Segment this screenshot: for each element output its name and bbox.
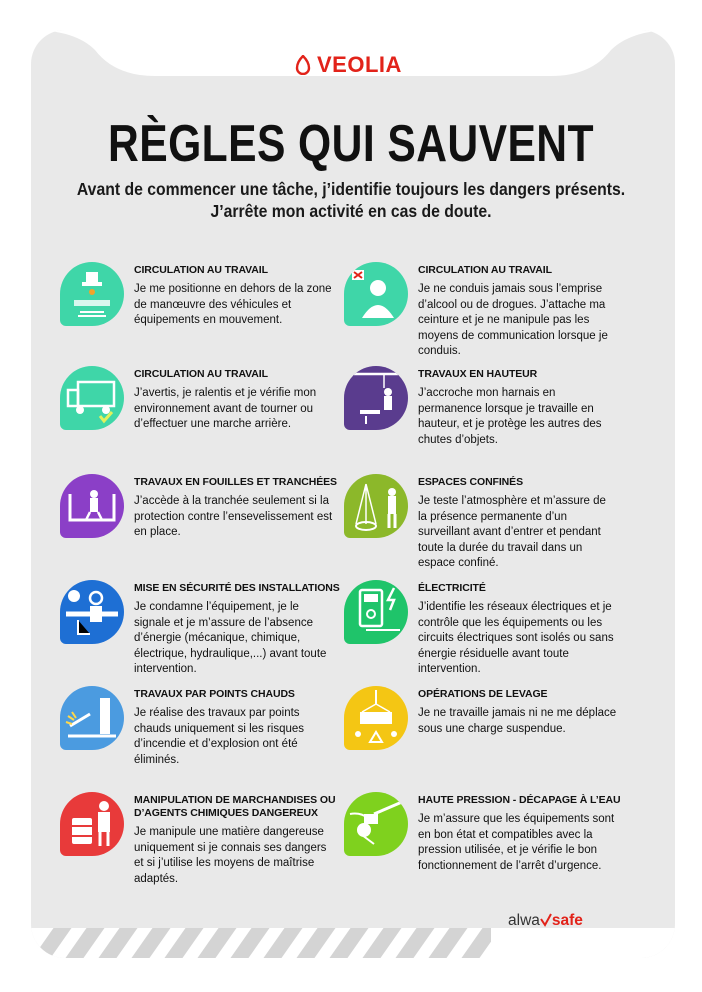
rule-title: HAUTE PRESSION - DÉCAPAGE À L’EAU [418,794,621,806]
rule-title: OPÉRATIONS DE LEVAGE [418,688,548,700]
vehicle-zone-icon [60,262,124,326]
lockout-icon [60,580,124,644]
hazard-stripe [197,928,236,958]
confined-space-icon [344,474,408,538]
rule-text: J’accroche mon harnais en permanence lorsque je travaille en hauteur, et je protège les autres des chutes d’objets. [418,387,602,446]
hazard-stripe [65,928,104,958]
alwayssafe-part2: safe [551,912,583,929]
seatbelt-icon [344,262,408,326]
voltmeter-icon [344,580,408,644]
page-title: RÈGLES QUI SAUVENT [108,115,594,173]
veolia-mark-icon [295,55,311,75]
rule-text: J’avertis, je ralentis et je vérifie mon environnement avant de tourner ou d’effectuer une marche arrière. [134,387,317,430]
alwayssafe-logo [508,912,583,930]
rule-title: MISE EN SÉCURITÉ DES INSTALLATIONS [134,582,340,594]
welding-icon [60,686,124,750]
trench-icon [60,474,124,538]
rule-title: CIRCULATION AU TRAVAIL [134,368,268,380]
brand-name: VEOLIA [317,52,402,77]
rule-text: Je réalise des travaux par points chauds uniquement si les risques d’incendie et d’explosion ont été éliminés. [134,707,305,766]
rule-title: ÉLECTRICITÉ [418,582,486,594]
hazard-stripe [131,928,170,958]
brand-logo [295,52,402,78]
hazard-stripe [164,928,203,958]
hazard-stripe [32,928,71,958]
rule-text: J’identifie les réseaux électriques et je contrôle que les équipements ou les circuits électriques sont isolés ou sans énergie résiduelle avant toute intervention. [418,601,614,675]
chemical-barrel-icon [60,792,124,856]
rule-text: Je me positionne en dehors de la zone de manœuvre des véhicules et équipements en mouvement. [134,283,332,326]
rule-text: Je teste l’atmosphère et m’assure de la présence permanente d’un surveillant avant d’entrer et pendant toute la durée du travail dans un espace confiné. [418,495,606,569]
hazard-stripe [362,928,401,958]
pressure-lance-icon [344,792,408,856]
rule-text: Je condamne l’équipement, je le signale et je m’assure de l’absence d’énergie (mécanique, chimique, électrique, hydraulique,...) avant toute intervention. [134,601,327,675]
suspended-load-icon [344,686,408,750]
rule-text: Je ne conduis jamais sous l’emprise d’alcool ou de drogues. J’attache ma ceinture et je ne manipule pas les moyens de communication lorsque je conduis. [418,283,608,357]
rule-title: TRAVAUX EN HAUTEUR [418,368,538,380]
alwayssafe-part1: alwa [508,912,540,929]
rule-text: Je manipule une matière dangereuse uniquement si je connais ses dangers et si j’utilise les moyens de maîtrise adaptés. [134,826,327,885]
rule-title: TRAVAUX EN FOUILLES ET TRANCHÉES [134,476,337,488]
checkmark-icon [540,913,552,927]
hazard-stripe [296,928,335,958]
subtitle-line-1: Avant de commencer une tâche, j’identifie toujours les dangers présents. [76,179,626,199]
subtitle-line-2: J’arrête mon activité en cas de doute. [210,201,492,221]
hazard-stripe [461,928,491,958]
rule-title: TRAVAUX PAR POINTS CHAUDS [134,688,295,700]
rule-text: Je ne travaille jamais ni ne me déplace sous une charge suspendue. [418,707,617,735]
rule-title: CIRCULATION AU TRAVAIL [134,264,268,276]
hazard-stripe [230,928,269,958]
harness-icon [344,366,408,430]
hazard-stripe [98,928,137,958]
rule-title: MANIPULATION DE MARCHANDISES OU D’AGENTS CHIMIQUES DANGEREUX [134,794,336,819]
rule-title: CIRCULATION AU TRAVAIL [418,264,552,276]
hazard-stripe [395,928,434,958]
rule-text: Je m’assure que les équipements sont en bon état et compatibles avec la pression utilisée, et je vérifie le bon fonctionnement de l’arrêt d’urgence. [418,813,615,872]
rule-text: J’accède à la tranchée seulement si la protection contre l’ensevelissement est en place. [134,495,333,538]
hazard-stripe [329,928,368,958]
hazard-stripe [428,928,467,958]
hazard-stripe-band [31,928,675,958]
truck-reverse-icon [60,366,124,430]
hazard-stripe [263,928,302,958]
rule-title: ESPACES CONFINÉS [418,476,523,488]
subtitle [35,178,667,222]
